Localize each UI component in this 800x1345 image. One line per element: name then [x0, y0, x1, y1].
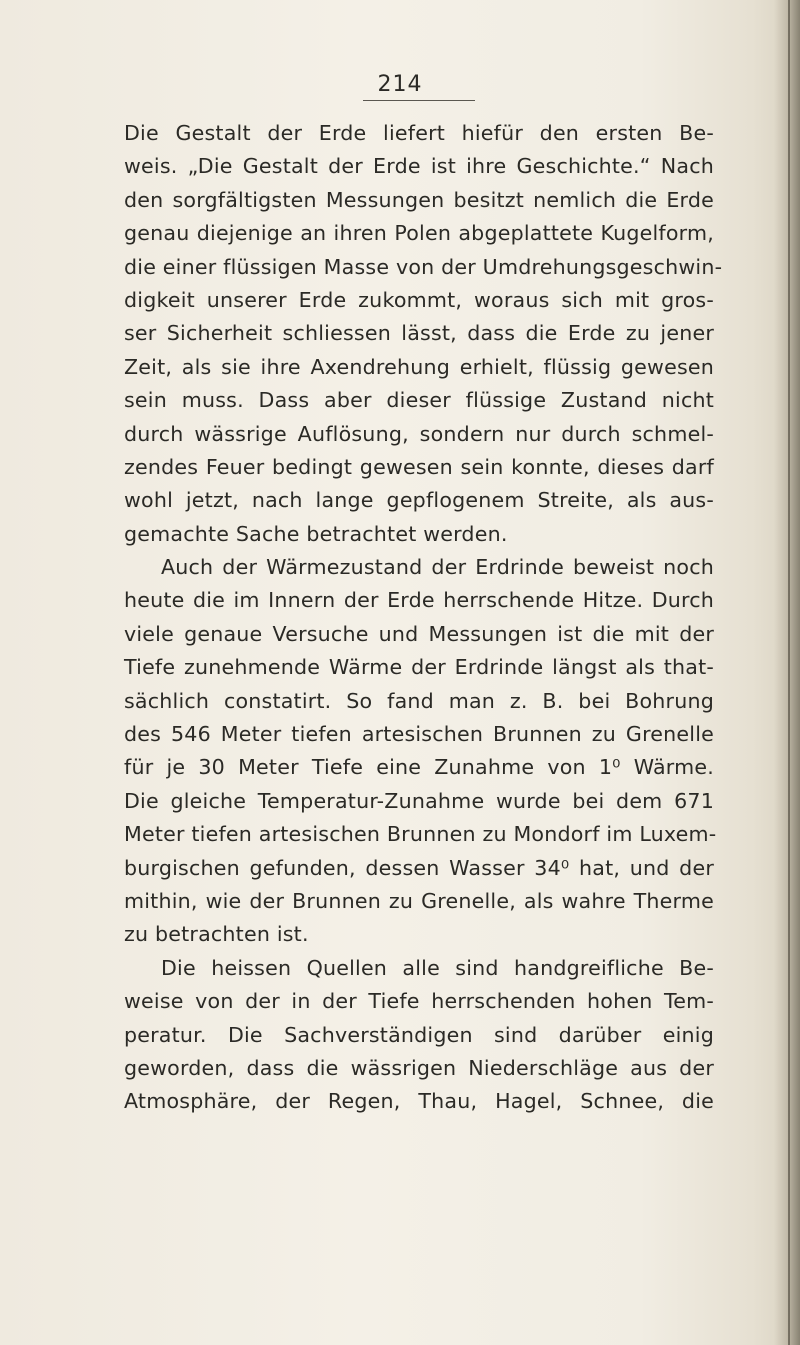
- text-line: Atmosphäre, der Regen, Thau, Hagel, Schnee, die: [124, 1089, 714, 1114]
- text-line: gemachte Sache betrachtet werden.: [124, 521, 508, 546]
- text-line: weise von der in der Tiefe herrschenden hohen Tem-: [124, 989, 714, 1014]
- text-line: den sorgfältigsten Messungen besitzt nemlich die Erde: [124, 187, 714, 212]
- text-line: zu betrachten ist.: [124, 922, 309, 947]
- text-line: Zeit, als sie ihre Axendrehung erhielt, flüssig gewesen: [124, 354, 714, 379]
- text-line: Meter tiefen artesischen Brunnen zu Mondorf im Luxem-: [124, 822, 717, 847]
- text-line: Tiefe zunehmende Wärme der Erdrinde längst als that-: [124, 655, 714, 680]
- text-line: Auch der Wärmezustand der Erdrinde beweist noch: [161, 555, 714, 580]
- page-gutter-shadow: [774, 0, 800, 1345]
- text-line: geworden, dass die wässrigen Niederschläge aus der: [124, 1055, 714, 1080]
- text-line: sächlich constatirt. So fand man z. B. bei Bohrung: [124, 688, 714, 713]
- text-line: peratur. Die Sachverständigen sind darüber einig: [124, 1022, 714, 1047]
- text-line: sein muss. Dass aber dieser flüssige Zustand nicht: [124, 388, 714, 413]
- text-line: genau diejenige an ihren Polen abgeplattete Kugelform,: [124, 221, 714, 246]
- text-line: viele genaue Versuche und Messungen ist die mit der: [124, 621, 714, 646]
- text-line: mithin, wie der Brunnen zu Grenelle, als wahre Therme: [124, 888, 714, 913]
- body-text: [124, 117, 723, 1119]
- text-line: wohl jetzt, nach lange gepflogenem Streite, als aus-: [124, 488, 714, 513]
- text-line: Die Gestalt der Erde liefert hiefür den ersten Be-: [124, 121, 714, 145]
- text-line: die einer flüssigen Masse von der Umdrehungsgeschwin-: [124, 254, 723, 279]
- text-line: Die heissen Quellen alle sind handgreifliche Be-: [161, 955, 714, 980]
- text-line: des 546 Meter tiefen artesischen Brunnen zu Grenelle: [124, 722, 714, 747]
- text-line: Die gleiche Temperatur-Zunahme wurde bei dem 671: [124, 788, 714, 813]
- text-line: für je 30 Meter Tiefe eine Zunahme von 1⁰ Wärme.: [124, 755, 714, 780]
- text-line: burgischen gefunden, dessen Wasser 34⁰ hat, und der: [124, 855, 714, 880]
- page-edge-line: [788, 0, 790, 1345]
- text-line: heute die im Innern der Erde herrschende Hitze. Durch: [124, 588, 714, 613]
- text-line: zendes Feuer bedingt gewesen sein konnte, dieses darf: [124, 454, 714, 479]
- text-line: ser Sicherheit schliessen lässt, dass die Erde zu jener: [124, 321, 714, 346]
- page-number: 214: [377, 72, 423, 97]
- header-rule: [363, 100, 475, 101]
- text-line: digkeit unserer Erde zukommt, woraus sich mit gros-: [124, 287, 714, 312]
- text-line: weis. „Die Gestalt der Erde ist ihre Geschichte.“ Nach: [124, 154, 714, 179]
- text-line: durch wässrige Auflösung, sondern nur durch schmel-: [124, 421, 714, 446]
